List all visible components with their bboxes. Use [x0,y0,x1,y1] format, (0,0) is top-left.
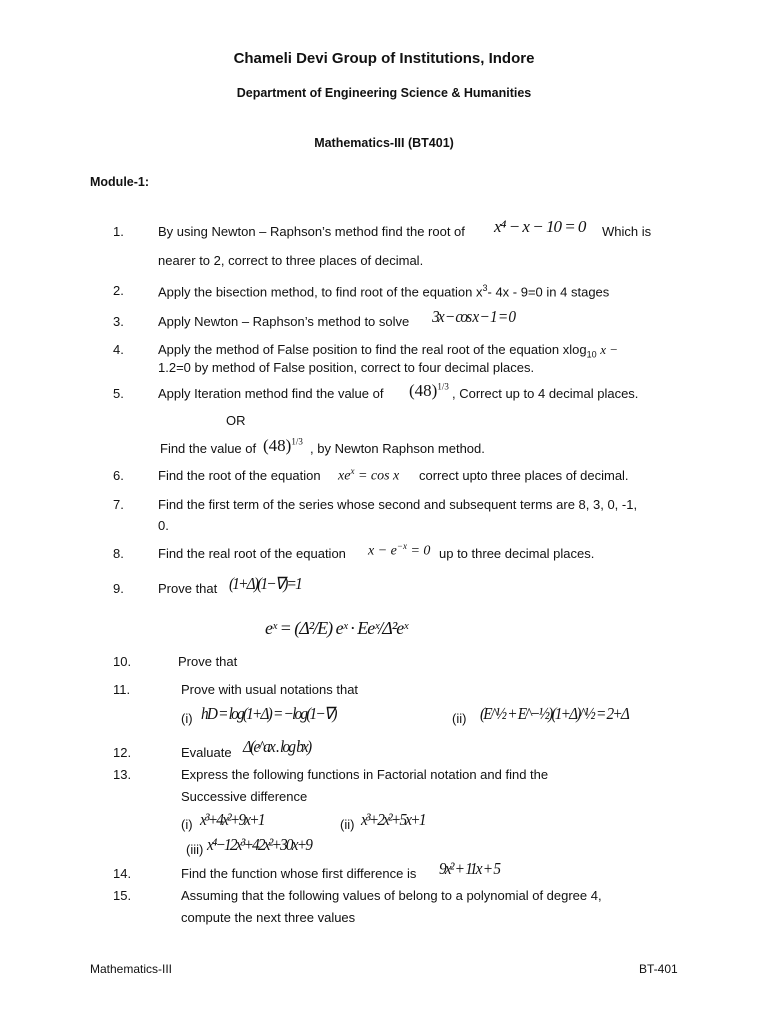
math-expression [338,466,399,485]
question-number: 10. [113,654,132,669]
question-text [158,342,618,360]
question-text: Find the first term of the series whose second and subsequent terms are 8, 3, 0, -1, [158,497,638,512]
math-equation: hD = log(1+Δ) = −log(1−∇) [201,704,336,723]
question-text-part: Apply the method of False position to find the real root of the equation xlog [158,342,587,357]
question-text: Express the following functions in Factorial notation and find the [181,767,549,782]
math-expression [263,436,303,456]
question-text: up to three decimal places. [439,546,595,561]
question-text: Successive difference [181,789,308,804]
math-equation: x³+2x²+5x+1 [361,810,425,829]
question-text: , by Newton Raphson method. [310,441,485,456]
question-number: 15. [113,888,132,903]
course-title: Mathematics-III (BT401) [314,136,454,150]
exponent: −x [396,541,407,551]
part-label: (i) [181,817,193,832]
question-text: 1.2=0 by method of False position, correct to four decimal places. [158,360,535,375]
question-number: 4. [113,342,124,357]
question-number: 7. [113,497,124,512]
question-text: correct upto three places of decimal. [419,468,629,483]
question-text: Prove that [178,654,238,669]
exponent: 1/3 [437,381,449,392]
question-number: 9. [113,581,124,596]
math-base: x − e [368,543,397,559]
question-number: 13. [113,767,132,782]
math-expression [409,381,449,401]
question-number: 11. [113,682,131,697]
question-text-part: - 4x - 9=0 in 4 stages [487,284,610,300]
question-text: 0. [158,518,169,533]
math-equation: (1+Δ)(1−∇)=1 [229,574,301,593]
question-number: 3. [113,314,124,329]
part-label: (iii) [186,842,204,857]
math-equation: 9x² + 11x + 5 [439,859,500,878]
question-number: 5. [113,386,124,401]
question-number: 6. [113,468,124,483]
question-text: Assuming that the following values of belong to a polynomial of degree 4, [181,888,602,903]
question-number: 14. [113,866,132,881]
math-equation: (E^½ + E^−½)(1+Δ)^½ = 2+Δ [480,704,629,723]
math-equation: x³+4x²+9x+1 [200,810,264,829]
math-equation: x⁴ − x − 10 = 0 [494,217,586,236]
math-equation: Δ(e^ax . log bx) [243,737,311,756]
math-expression [368,541,430,560]
question-text: Prove with usual notations that [181,682,359,697]
exponent: x [350,466,355,476]
module-heading: Module-1: [90,175,150,189]
question-text: Find the function whose first difference is [181,866,417,881]
part-label: (ii) [340,817,355,832]
question-text: Apply Iteration method find the value of [158,386,384,401]
math-base: (48) [409,381,438,400]
question-text: nearer to 2, correct to three places of decimal. [158,253,424,268]
part-label: (ii) [452,711,467,726]
question-text: Prove that [158,581,218,596]
question-text-part: x − [600,342,618,357]
department-title: Department of Engineering Science & Humanities [236,86,532,100]
question-number: 12. [113,745,132,760]
exponent: 3 [482,283,488,293]
footer-right: BT-401 [639,962,678,976]
question-text [158,283,609,299]
part-label: (i) [181,711,193,726]
question-text: Evaluate [181,745,232,760]
math-equation: x⁴−12x³+42x²+30x+9 [207,835,312,854]
question-text: Apply Newton – Raphson’s method to solve [158,314,410,329]
math-equation: eˣ = (Δ²/E) eˣ · Eeˣ/Δ²eˣ [265,618,408,638]
math-rhs: = cos x [357,468,400,484]
question-text: , Correct up to 4 decimal places. [452,386,639,401]
institution-title: Chameli Devi Group of Institutions, Indore [233,50,535,67]
question-text: Find the real root of the equation [158,546,346,561]
question-number: 8. [113,546,124,561]
question-number: 2. [113,283,124,298]
question-text: Find the value of [160,441,257,456]
question-text: compute the next three values [181,910,356,925]
question-number: 1. [113,224,124,239]
math-equation: 3x − cos x − 1 = 0 [432,307,515,326]
math-base: xe [338,468,351,484]
question-text: Find the root of the equation [158,468,321,483]
math-rhs: = 0 [410,543,431,559]
question-text-part: Apply the bisection method, to find root of the equation x [158,284,483,300]
or-separator: OR [226,413,246,428]
question-text: Which is [602,224,652,239]
footer-left: Mathematics-III [90,962,173,976]
math-base: (48) [263,436,292,455]
question-text: By using Newton – Raphson’s method find the root of [158,224,465,239]
subscript: 10 [586,349,597,360]
exponent: 1/3 [291,436,303,447]
